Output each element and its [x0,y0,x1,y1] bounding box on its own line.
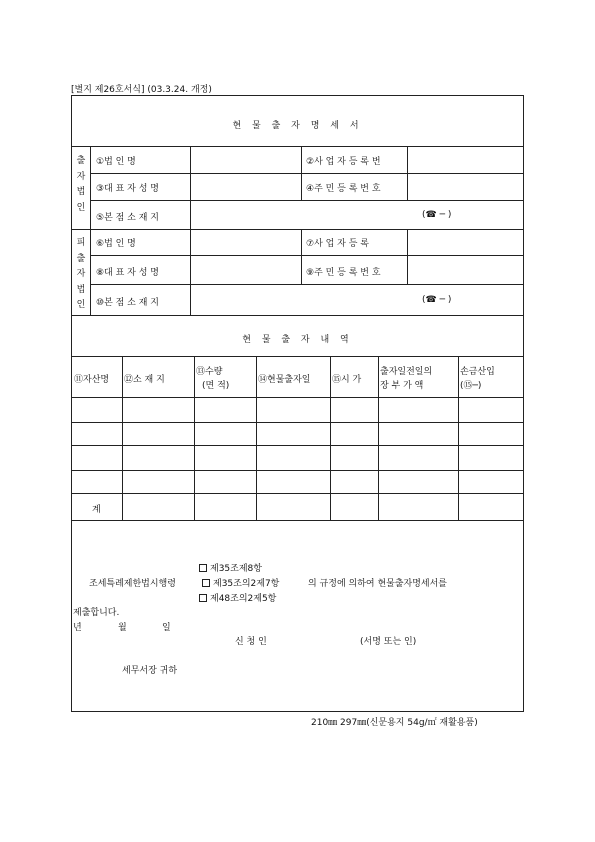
col-book-value: 출자일전일의 [380,367,433,377]
investor-phone: (☎ ─ ) [422,210,452,220]
checkbox-icon[interactable] [199,564,207,572]
investee-rep-name-label: ⑧대 표 자 성 명 [96,268,159,278]
investor-corp-name-label: ①법 인 명 [96,157,136,167]
col-location: ⑫소 재 지 [124,375,165,385]
col-quantity: ⑬수량 [196,367,223,377]
date-day: 일 [162,623,171,633]
paper-spec: 210㎜ 297㎜(신문용지 54g/㎡ 재활용품) [311,718,478,728]
option-35-2-7: 제35조의2제7항 [202,576,279,589]
date-year: 년 [73,623,82,633]
total-label: 계 [92,505,101,515]
col-book-value-2: 장 부 가 액 [380,381,424,391]
option-48-2-5: 제48조의2제5항 [199,591,276,604]
col-quantity-unit: (면 적) [202,381,230,391]
investor-side-label: 출자법인 [76,156,86,213]
investor-hq-address-label: ⑤본 점 소 재 지 [96,213,159,223]
col-asset-name: ⑪자산명 [74,375,110,385]
investor-biz-no-label: ②사 업 자 등 록 번 [306,157,381,167]
investor-resident-no-label: ④주 민 등 록 번 호 [306,184,381,194]
investee-side-label: 피출자법인 [76,238,86,310]
col-deductible: 손금산입 [460,367,495,377]
form-table [71,95,524,712]
col-contribution-date: ⑭현물출자일 [258,375,311,385]
col-deductible-2: (⑮─) [460,381,482,391]
option-35-8: 제35조제8항 [199,561,262,574]
col-market-price: ⑮시 가 [332,375,362,385]
submit-text: 제출합니다. [73,608,120,618]
investor-rep-name-label: ③대 표 자 성 명 [96,184,159,194]
addressee: 세무서장 귀하 [122,666,178,676]
applicant-label: 신 청 인 [235,637,267,647]
investee-resident-no-label: ⑨주 민 등 록 번 호 [306,268,381,278]
sign-label: (서명 또는 인) [360,637,417,647]
law-name: 조세특례제한법시행령 [89,579,176,589]
statement-suffix: 의 규정에 의하여 현물출자명세서를 [308,579,447,589]
form-title: 현 물 출 자 명 세 서 [232,121,363,131]
date-month: 월 [118,623,127,633]
investee-hq-address-label: ⑩본 점 소 재 지 [96,298,159,308]
checkbox-icon[interactable] [202,579,210,587]
form-number: [별지 제26호서식] (03.3.24. 개정) [71,85,212,95]
investee-corp-name-label: ⑥법 인 명 [96,239,136,249]
checkbox-icon[interactable] [199,594,207,602]
investee-phone: (☎ ─ ) [422,295,452,305]
investee-biz-no-label: ⑦사 업 자 등 록 [306,239,369,249]
details-title: 현 물 출 자 내 역 [242,335,353,345]
